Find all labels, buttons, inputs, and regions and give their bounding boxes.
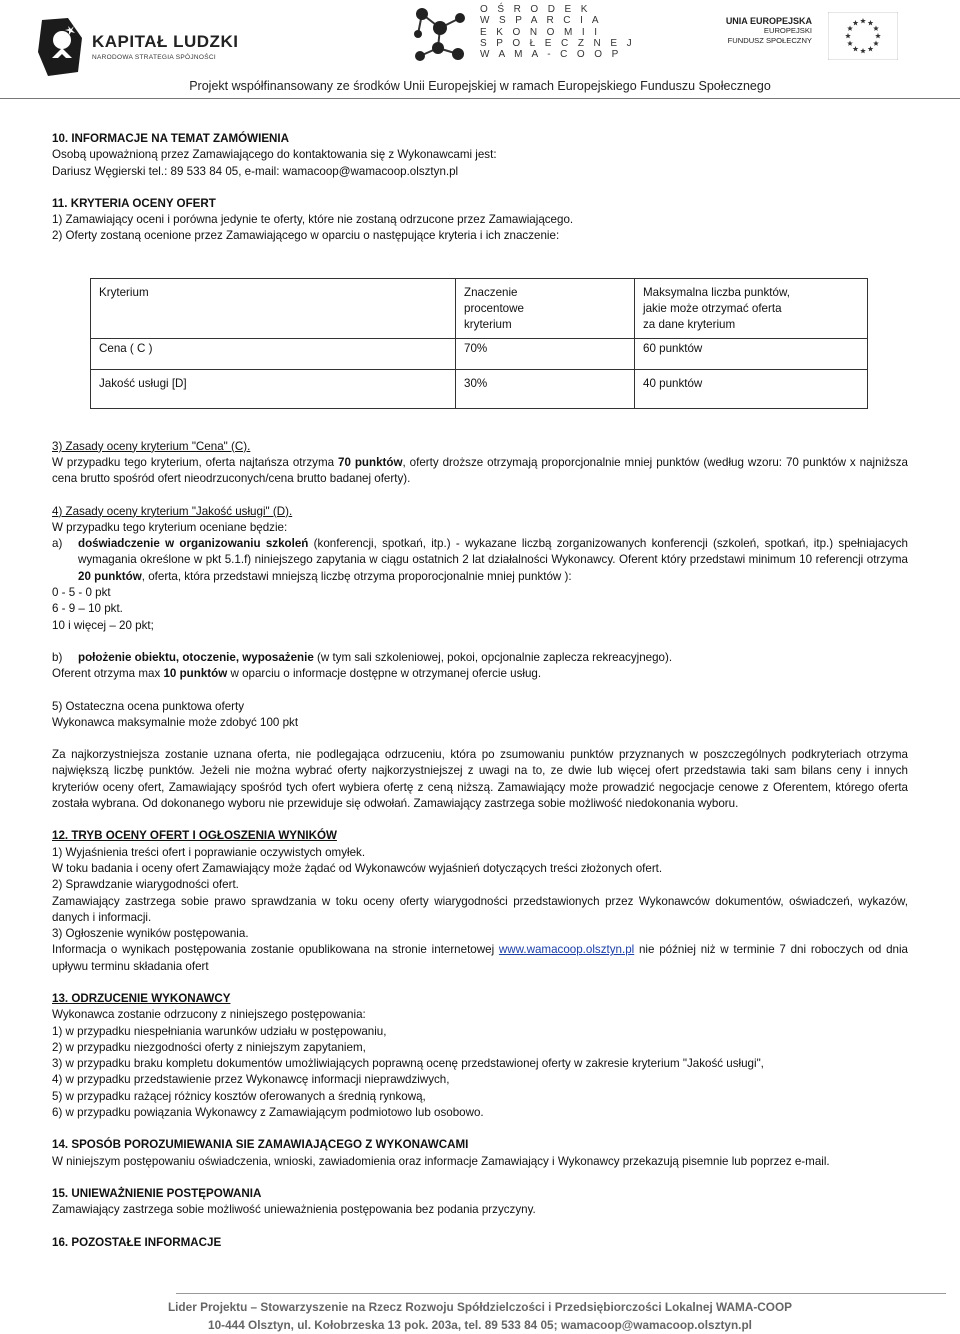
cell-kryterium: Jakość usługi [D] [91,369,456,408]
s12-line-1: 1) Wyjaśnienia treści ofert i poprawianie oczywistych omyłek. [52,845,366,859]
s12-line-4: Zamawiający zastrzega sobie prawo sprawdzania w toku oceny oferty wiarygodności przedstawionych przez Wykonawców dokumentów, oświadczeń, wykazów, danych i informacji. [52,894,908,924]
s4-intro: W przypadku tego kryterium oceniane będzie: [52,520,288,534]
s11-line-1: 1) Zamawiający oceni i porówna jedynie te oferty, które nie zostaną odrzucone przez Zamawiającego. [52,213,574,227]
section-15-title: 15. UNIEWAŻNIENIE POSTĘPOWANIA [52,1186,262,1200]
ow-text: O Ś R O D E K W S P A R C I A E K O N O M I I S P O Ł E C Z N E J W A M A - C O O P [480,4,635,61]
kl-subtitle: NARODOWA STRATEGIA SPÓJNOŚCI [92,54,216,61]
s4-points-2: 6 - 9 – 10 pkt. [52,602,123,616]
s12-line-6: Informacja o wynikach postępowania zostanie opublikowana na stronie internetowej www.wamacoop.olsztyn.pl nie później niż w terminie 7 dni roboczych od dnia upływu terminu składania ofert [52,943,908,973]
osrodek-wsparcia-logo [408,4,635,68]
header-divider [0,98,960,99]
section-16-title: 16. POZOSTAŁE INFORMACJE [52,1235,222,1249]
s4-points-1: 0 - 5 - 0 pkt [52,586,111,600]
header-znaczenie: Znaczenie procentowe kryterium [456,278,635,338]
section-11-title: 11. KRYTERIA OCENY OFERT [52,196,216,210]
eu-flag-icon [828,12,898,60]
s12-line-5: 3) Ogłoszenie wyników postępowania. [52,927,249,941]
s15-line-1: Zamawiający zastrzega sobie możliwość unieważnienia postępowania bez podania przyczyny. [52,1203,536,1217]
cell-znaczenie: 70% [456,338,635,369]
table-row [91,338,868,369]
s4-item-b-points: Oferent otrzyma max 10 punktów w oparciu o informacje dostępne w otrzymanej ofercie usług. [52,667,542,681]
website-link[interactable]: www.wamacoop.olsztyn.pl [498,943,635,957]
list-item: 3) w przypadku braku kompletu dokumentów umożliwiających poprawną ocenę przedstawionej oferty w zakresie kryterium "Jakość usługi", [52,1057,764,1071]
list-item: 2) w przypadku niezgodności oferty z niniejszym zapytaniem, [52,1040,366,1054]
s11-line-2: 2) Oferty zostaną ocenione przez Zamawiającego w oparciu o następujące kryteria i ich znaczenie: [52,229,560,243]
kapital-ludzki-logo [38,18,238,78]
list-item: 4) w przypadku przedstawienie przez Wykonawcę informacji nieprawdziwych, [52,1073,450,1087]
list-item: 5) w przypadku rażącej różnicy kosztów oferowanych a średnią rynkową, [52,1089,426,1103]
s14-line-1: W niniejszym postępowaniu oświadczenia, wnioski, zawiadomienia oraz informacje Zamawiający i Wykonawcy przekazują pisemnie lub poprzez e-mail. [52,1154,830,1168]
cell-znaczenie: 30% [456,369,635,408]
table-row [91,369,868,408]
header-maks-punkty: Maksymalna liczba punktów, jakie może otrzymać oferta za dane kryterium [635,278,868,338]
funding-note: Projekt współfinansowany ze środków Unii Europejskiej w ramach Europejskiego Funduszu Społecznego [189,79,771,93]
kl-title: KAPITAŁ LUDZKI [92,32,239,51]
section-10-title: 10. INFORMACJE NA TEMAT ZAMÓWIENIA [52,132,290,145]
s5-line-1: Wykonawca maksymalnie może zdobyć 100 pkt [52,715,299,729]
s5-title: 5) Ostateczna ocena punktowa oferty [52,699,245,713]
cell-punkty: 60 punktów [635,338,868,369]
footer-line-1: Lider Projektu – Stowarzyszenie na Rzecz Rozwoju Spółdzielczości i Przedsiębiorczości Lokalnej WAMA-COOP [167,1300,793,1314]
ue-text: UNIA EUROPEJSKA EUROPEJSKI FUNDUSZ SPOŁECZNY [725,16,812,45]
s13-intro: Wykonawca zostanie odrzucony z niniejszego postępowania: [52,1008,366,1022]
kapital-ludzki-mark-icon [38,18,86,76]
section-12-title: 12. TRYB OCENY OFERT I OGŁOSZENIA WYNIKÓW [52,829,337,843]
table-header-row [91,278,868,338]
s3-title: 3) Zasady oceny kryterium "Cena" (C). [52,439,251,453]
s4-points-3: 10 i więcej – 20 pkt; [52,618,154,632]
page-footer [0,1298,960,1334]
s10-line-1: Osobą upoważnioną przez Zamawiającego do kontaktowania się z Wykonawcami jest: [52,148,497,162]
s12-line-3: 2) Sprawdzanie wiarygodności ofert. [52,878,239,892]
footer-divider [176,1293,946,1294]
cell-punkty: 40 punktów [635,369,868,408]
s12-line-2: W toku badania i oceny ofert Zamawiający może żądać od Wykonawców wyjaśnień dotyczących treści złożonych ofert. [52,861,663,875]
footer-line-2: 10-444 Olsztyn, ul. Kołobrzeska 13 pok. 203a, tel. 89 533 84 05; wamacoop@wamacoop.olsztyn.pl [208,1318,752,1332]
s10-line-2: Dariusz Węgierski tel.: 89 533 84 05, e-mail: wamacoop@wamacoop.olsztyn.pl [52,164,459,178]
document-body [52,131,908,1251]
criteria-table [90,278,868,409]
network-dots-icon [408,4,474,68]
header-kryterium: Kryterium [91,278,456,338]
s3-paragraph: W przypadku tego kryterium, oferta najtańsza otrzyma 70 punktów, oferty droższe otrzymają proporcjonalnie mniej punktów (według wzoru: 70 punktów x najniższa cena brutto spośród ofert nieodrzuconych/cena brutto badanej oferty). [52,455,908,486]
section-14-title: 14. SPOSÓB POROZUMIEWANIA SIE ZAMAWIAJĄCEGO Z WYKONAWCAMI [52,1138,469,1152]
cell-kryterium: Cena ( C ) [91,338,456,369]
s4-item-a: a) doświadczenie w organizowaniu szkoleń (konferencji, spotkań, itp.) - wykazane liczbą zorganizowanych konferencji (szkoleń, spotkań, itp.) spełniajacych wymagania określone w pkt 5.1.f) niniejszego zapytania w ciągu ostatnich 2 lat działalności Wykonawcy. Oferent który przedstawi minimum 10 referencji otrzyma 20 punktów, oferta, która przedstawi mniejszą liczbę otrzyma proporocjonalnie mniej punktów ): [52,537,908,583]
list-item: 6) w przypadku powiązania Wykonawcy z Zamawiającym podmiotowo lub osobowo. [52,1106,484,1120]
s5-paragraph: Za najkorzystniejsza zostanie uznana oferta, nie podlegająca odrzuceniu, która po zsumowaniu punktów przyznanych w poszczególnych podkryteriach otrzyma największą liczbę punktów. Jeżeli nie można wybrać oferty najkorzystniejszej z uwagi na to, ze dwie lub więcej ofert przedstawia taki sam bilans ceny i innych kryteriów oceny ofert, Zamawiający spośród tych ofert wybiera ofertę z ceną niższą. Zamawiający może prowadzić negocjacje cenowe z Oferentem, którego oferta została wybrana. Od dokonanego wyboru nie przewiduje się odwołań. Zamawiający zastrzega sobie możliwość niedokonania wyboru. [52,748,908,811]
section-13-title: 13. ODRZUCENIE WYKONAWCY [52,991,231,1005]
list-item: 1) w przypadku niespełniania warunków udziału w postępowaniu, [52,1024,387,1038]
page-header [0,0,960,100]
s4-item-b: b) położenie obiektu, otoczenie, wyposażenie (w tym sali szkoleniowej, pokoi, opcjonalnie zaplecza rekreacyjnego). [52,650,673,664]
unia-europejska-logo [716,12,916,62]
s4-title: 4) Zasady oceny kryterium "Jakość usługi" (D). [52,504,293,518]
